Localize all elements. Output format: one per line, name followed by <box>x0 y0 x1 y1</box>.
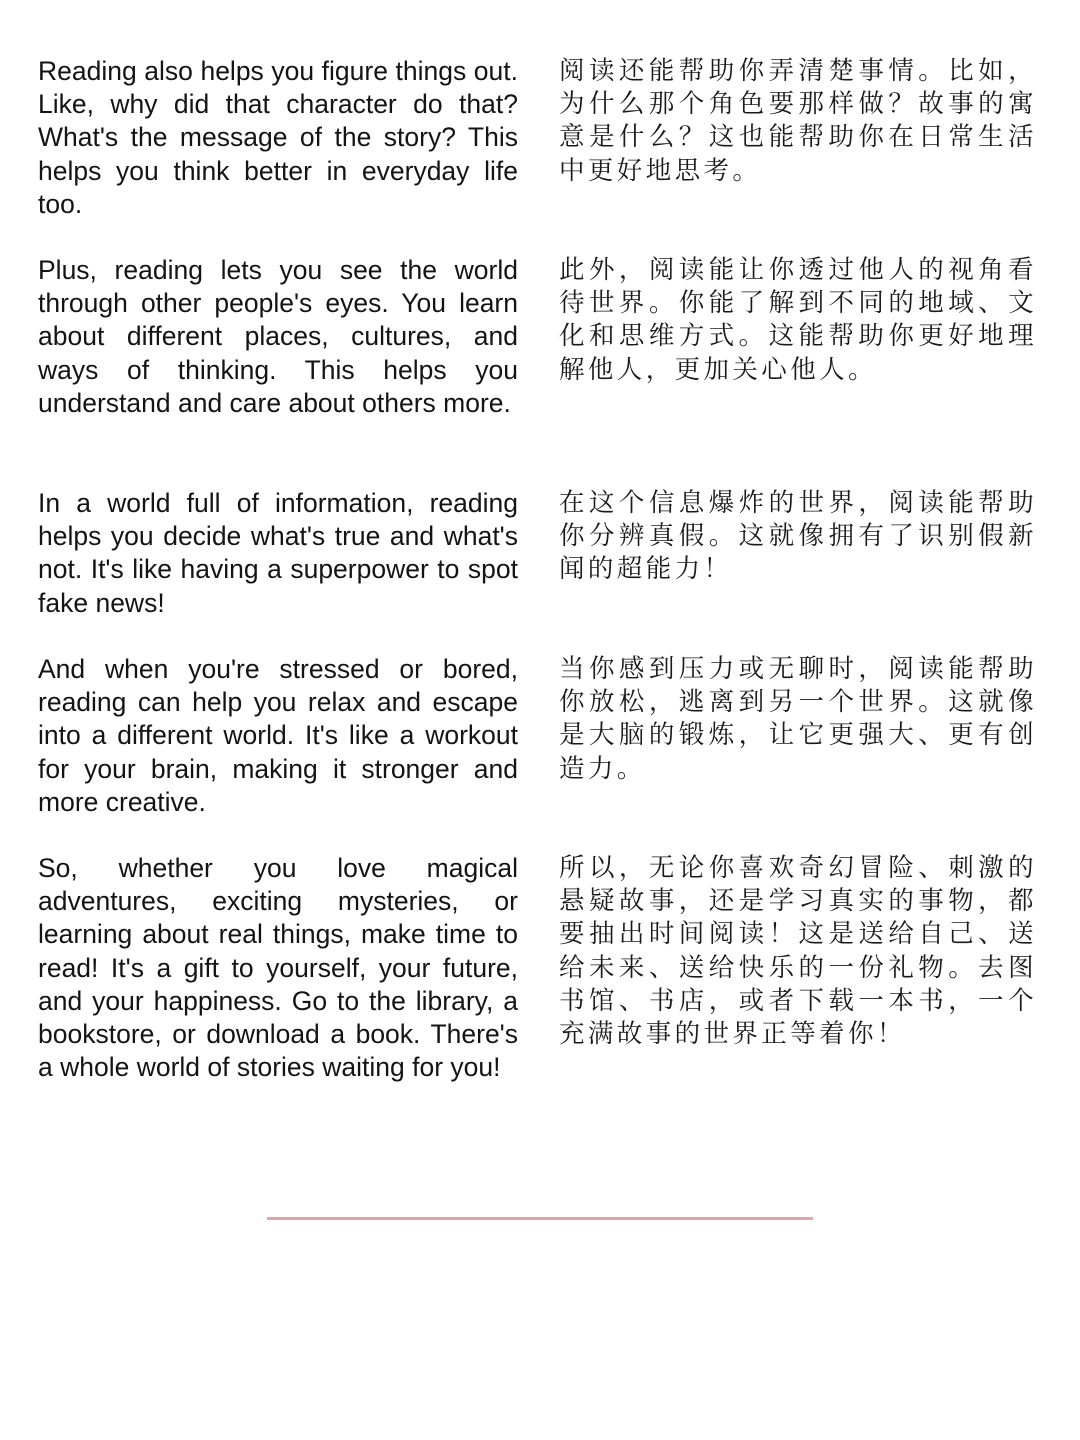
chinese-paragraph: 所以，无论你喜欢奇幻冒险、刺激的悬疑故事，还是学习真实的事物，都要抽出时间阅读！这是送给自己、送给未来、送给快乐的一份礼物。去图书馆、书店，或者下载一本书，一个充满故事的世界正等着你！ <box>559 853 1037 1050</box>
chinese-paragraph: 此外，阅读能让你透过他人的视角看待世界。你能了解到不同的地域、文化和思维方式。这能帮助你更好地理解他人，更加关心他人。 <box>559 255 1037 385</box>
chinese-paragraph: 在这个信息爆炸的世界，阅读能帮助你分辨真假。这就像拥有了识别假新闻的超能力！ <box>559 488 1037 585</box>
chinese-paragraph: 当你感到压力或无聊时，阅读能帮助你放松，逃离到另一个世界。这就像是大脑的锻炼，让它更强大、更有创造力。 <box>559 654 1037 784</box>
divider-line <box>267 1217 813 1220</box>
english-paragraph: Reading also helps you figure things out. Like, why did that character do that? What's the message of the story? This helps you think better in everyday life too. <box>38 56 518 219</box>
english-paragraph: In a world full of information, reading helps you decide what's true and what's not. It's like having a superpower to spot fake news! <box>38 488 518 618</box>
english-paragraph: Plus, reading lets you see the world through other people's eyes. You learn about different places, cultures, and ways of thinking. This helps you understand and care about others more. <box>38 255 518 418</box>
english-paragraph: So, whether you love magical adventures, exciting mysteries, or learning about real things, make time to read! It's a gift to yourself, your future, and your happiness. Go to the library, a bookstore, or download a book. There's a whole world of stories waiting for you! <box>38 853 518 1083</box>
chinese-paragraph: 阅读还能帮助你弄清楚事情。比如，为什么那个角色要那样做？故事的寓意是什么？这也能帮助你在日常生活中更好地思考。 <box>559 56 1037 186</box>
english-paragraph: And when you're stressed or bored, reading can help you relax and escape into a different world. It's like a workout for your brain, making it stronger and more creative. <box>38 654 518 817</box>
